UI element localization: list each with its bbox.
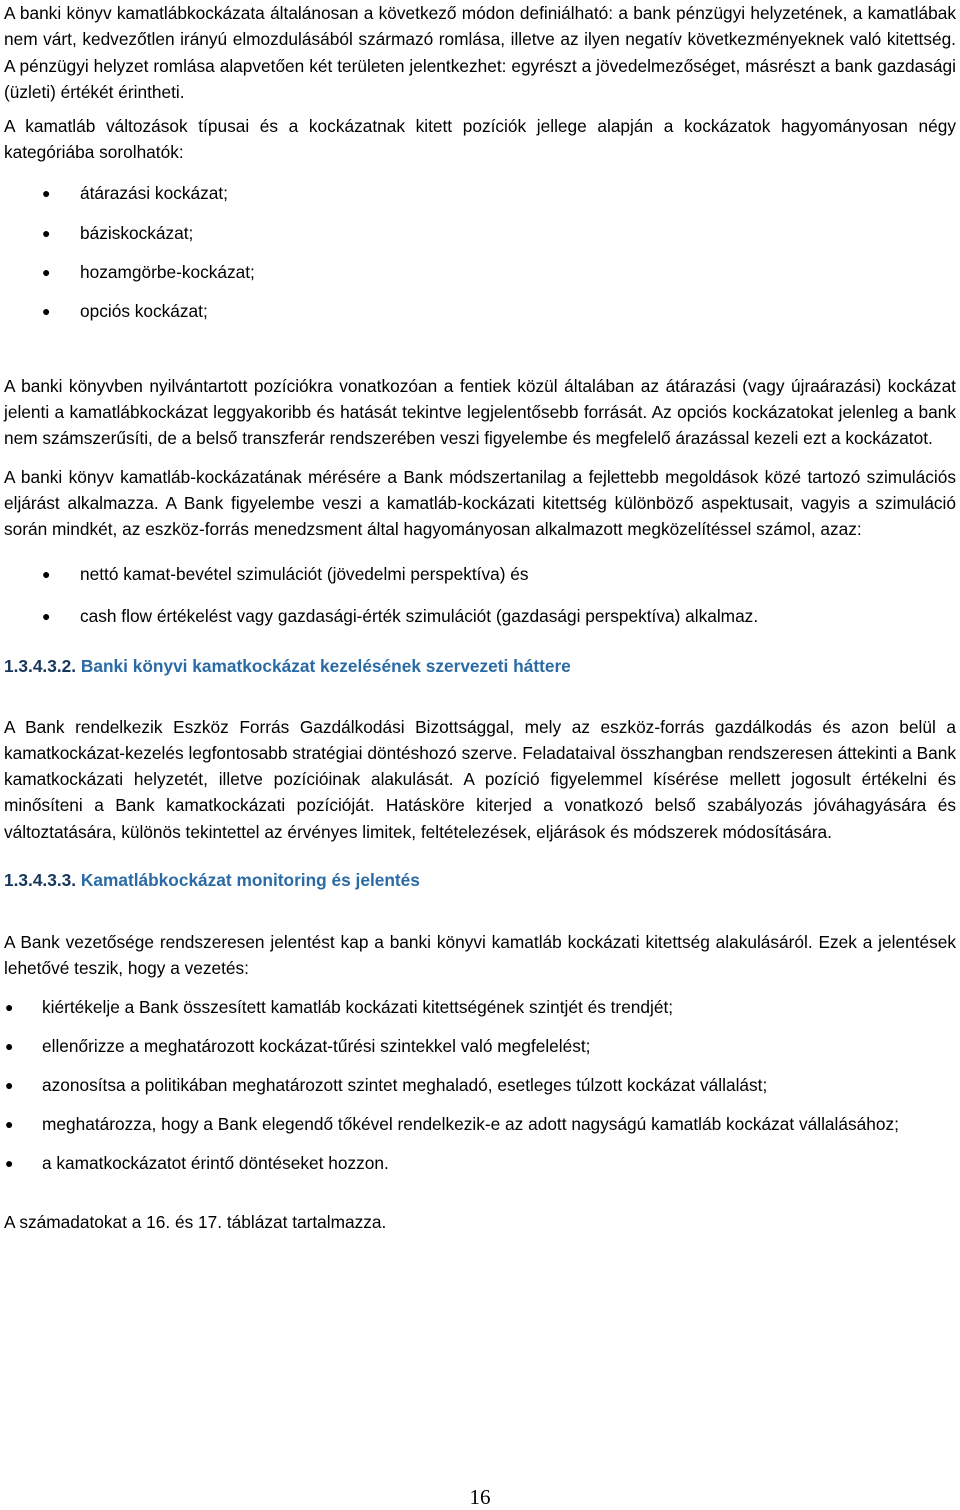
document-page <box>4 0 956 1235</box>
bullet-icon: ● <box>42 607 51 624</box>
approaches-list <box>4 561 956 629</box>
paragraph-definition: A banki könyv kamatlábkockázata általánosan a következő módon definiálható: a bank pénzügyi helyzetének, a kamatlábak nem várt, kedvezőtlen irányú elmozdulásából származó romlása, illetve az ilyen negatív következményeknek való kitettség. A pénzügyi helyzet romlása alapvetően két területen jelentkezhet: egyrészt a jövedelmezőséget, másrészt a bank gazdasági (üzleti) értékét érintheti. <box>4 3 956 102</box>
risk-types-list <box>4 180 956 324</box>
management-list <box>4 994 956 1176</box>
list-item: ● kiértékelje a Bank összesített kamatláb kockázati kitettségének szintjét és trendjét; <box>4 994 956 1020</box>
bullet-icon: ● <box>5 1076 14 1093</box>
paragraph-reporting: A Bank vezetősége rendszeresen jelentést kap a banki könyvi kamatláb kockázati kitettség alakulásáról. Ezek a jelentések lehetővé teszik, hogy a vezetés: <box>4 932 956 979</box>
list-item: ● ellenőrizze a meghatározott kockázat-tűrési szintekkel való megfelelést; <box>4 1033 956 1059</box>
list-item: ● átárazási kockázat; <box>4 180 956 220</box>
list-item: ● meghatározza, hogy a Bank elegendő tőkével rendelkezik-e az adott nagyságú kamatláb kockázat vállalásához; <box>4 1111 956 1137</box>
list-item: ● báziskockázat; <box>4 220 956 259</box>
paragraph-repricing-risk: A banki könyvben nyilvántartott pozíciókra vonatkozóan a fentiek közül általában az átárazási (vagy újraárazási) kockázat jelenti a kamatlábkockázat leggyakoribb és hatását tekintve legjelentősebb forrását. Az opciós kockázatokat jelenleg a bank nem számszerűsíti, de a belső transzferár rendszerében veszi figyelembe és megfelelő árazással kezeli ezt a kockázatot. <box>4 375 956 449</box>
paragraph-committee: A Bank rendelkezik Eszköz Forrás Gazdálkodási Bizottsággal, mely az eszköz-forrás gazdálkodás és azon belül a kamatkockázat-kezelés legfontosabb stratégiai döntéshozó szerve. Feladataival összhangban rendszeresen áttekinti a Bank kamatkockázati helyzetét, illetve pozícióinak alakulását. A pozíció figyelemmel kísérése mellett jogosult értékelni és minősíteni a Bank kamatkockázati pozícióját. Hatásköre kiterjed a vonatkozó belső szabályozás jóváhagyására és változtatására, különös tekintettel az érvényes limitek, feltételezések, eljárások és módszerek módosítására. <box>4 716 956 842</box>
list-item: ● nettó kamat-bevétel szimulációt (jövedelmi perspektíva) és <box>4 561 956 603</box>
bullet-icon: ● <box>42 565 51 582</box>
bullet-icon: ● <box>42 184 51 201</box>
paragraph-simulation: A banki könyv kamatláb-kockázatának mérésére a Bank módszertanilag a fejlettebb megoldások közé tartozó szimulációs eljárást alkalmazza. A Bank figyelembe veszi a kamatláb-kockázati kitettség különböző aspektusait, vagyis a szimuláció során mindkét, az eszköz-forrás menedzsment által hagyományosan alkalmazott megközelítéssel számol, azaz: <box>4 466 956 540</box>
bullet-icon: ● <box>42 302 51 319</box>
list-item: ● cash flow értékelést vagy gazdasági-érték szimulációt (gazdasági perspektíva) alkalmaz. <box>4 603 956 629</box>
bullet-icon: ● <box>5 1154 14 1171</box>
bullet-icon: ● <box>42 263 51 280</box>
bullet-icon: ● <box>5 998 14 1015</box>
list-item: ● a kamatkockázatot érintő döntéseket hozzon. <box>4 1150 956 1176</box>
section-heading-monitoring <box>4 867 956 893</box>
paragraph-tables-reference: A számadatokat a 16. és 17. táblázat tartalmazza. <box>4 1211 387 1232</box>
bullet-icon: ● <box>5 1115 14 1132</box>
section-heading-organization <box>4 653 956 679</box>
bullet-icon: ● <box>5 1037 14 1054</box>
section-title: Kamatlábkockázat monitoring és jelentés <box>80 870 420 891</box>
section-number: 1.3.4.3.3. <box>4 870 77 891</box>
section-title: Banki könyvi kamatkockázat kezelésének szervezeti háttere <box>80 655 571 676</box>
list-item: ● azonosítsa a politikában meghatározott szintet meghaladó, esetleges túlzott kockázat vállalást; <box>4 1072 956 1098</box>
list-item: ● opciós kockázat; <box>4 298 956 324</box>
bullet-icon: ● <box>42 224 51 241</box>
section-number: 1.3.4.3.2. <box>4 655 77 676</box>
page-number: 16 <box>469 1485 491 1509</box>
paragraph-categories-intro: A kamatláb változások típusai és a kockázatnak kitett pozíciók jellege alapján a kockázatok hagyományosan négy kategóriába sorolhatók: <box>4 116 956 163</box>
list-item: ● hozamgörbe-kockázat; <box>4 259 956 298</box>
